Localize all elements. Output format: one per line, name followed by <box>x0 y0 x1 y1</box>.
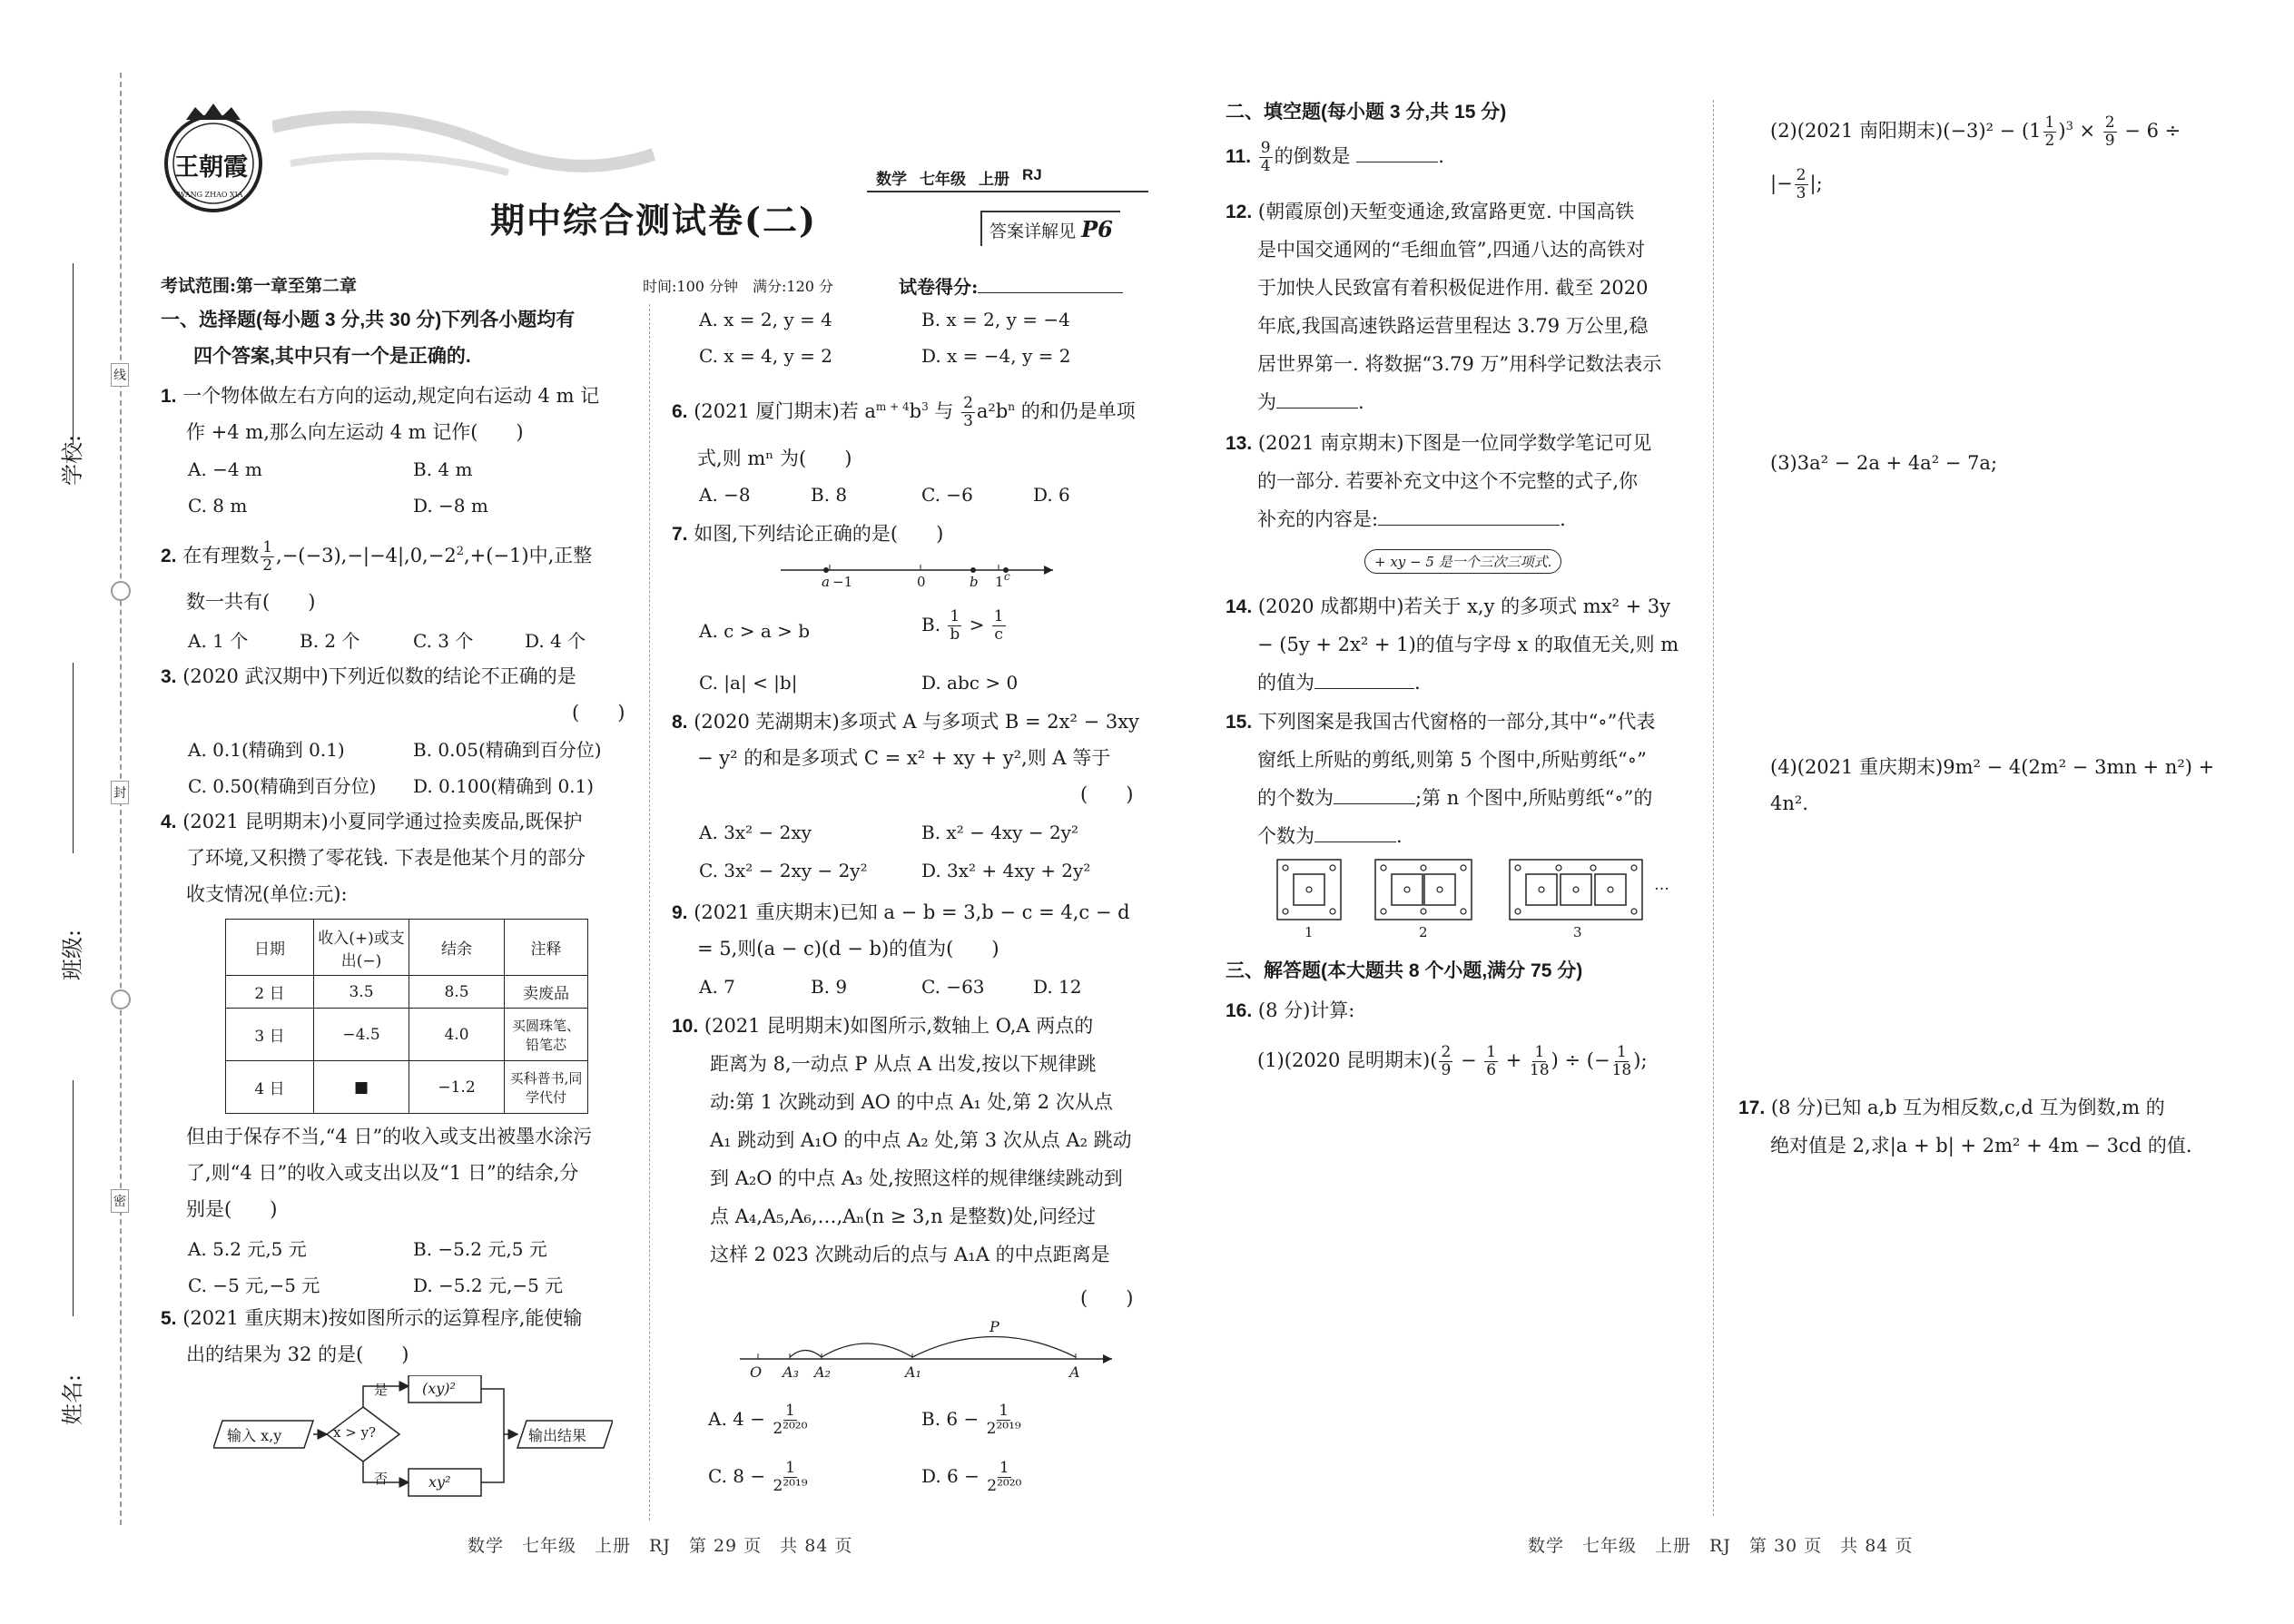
q12-line: 是中国交通网的“毛细血管”,四通八达的高铁对 <box>1257 239 1646 261</box>
option[interactable]: B. −5.2 元,5 元 <box>413 1238 547 1260</box>
option[interactable]: A. 0.1(精确到 0.1) <box>188 739 345 761</box>
figure-label: … <box>1654 876 1669 894</box>
question-4: 4. (2021 昆明期末)小夏同学通过捡卖废品,既保护 <box>161 811 583 832</box>
option[interactable]: D. −5.2 元,−5 元 <box>413 1275 564 1296</box>
q12-answer-line: 为 . <box>1257 391 1364 413</box>
answer-ref: 答案详解见 P6 <box>980 211 1120 246</box>
page-footer-right: 数学 七年级 上册 RJ 第 30 页 共 84 页 <box>1528 1536 1914 1556</box>
q13-answer-line: 补充的内容是: . <box>1257 508 1566 530</box>
answer-paren[interactable]: ( ) <box>1080 783 1134 805</box>
q10-line: 动:第 1 次跳动到 AO 的中点 A₁ 处,第 2 次从点 <box>710 1091 1113 1113</box>
ring-icon <box>111 581 131 601</box>
logo-text: 王朝霞 <box>174 153 248 182</box>
window-pattern-figure <box>1275 858 1648 923</box>
subject-tags <box>876 166 1042 189</box>
axis-label: a <box>822 574 830 590</box>
class-label: 班级: <box>60 929 85 980</box>
option[interactable]: A. 7 <box>699 976 735 998</box>
option[interactable]: A. 5.2 元,5 元 <box>188 1238 307 1260</box>
section3-title: 三、解答题(本大题共 8 个小题,满分 75 分) <box>1226 960 1583 981</box>
option[interactable]: B. 9 <box>811 976 848 998</box>
time-info: 时间:100 分钟 满分:120 分 <box>643 278 834 295</box>
option[interactable]: D. 6 − $\frac{1}{\text{2²⁰²⁰}}$ <box>921 1459 1022 1495</box>
q15-line: 的个数为 ;第 n 个图中,所贴剪纸“∘”的 <box>1257 787 1653 809</box>
table-cell: 4 日 <box>226 1061 314 1114</box>
option[interactable]: C. 3 个 <box>413 630 474 652</box>
q10-line: A₁ 跳动到 A₁O 的中点 A₂ 处,第 3 次从点 A₂ 跳动 <box>710 1129 1132 1151</box>
expense-table <box>225 919 588 1114</box>
section2-title: 二、填空题(每小题 3 分,共 15 分) <box>1226 102 1507 123</box>
figure-label: 2 <box>1419 924 1428 940</box>
option[interactable]: B. x = 2, y = −4 <box>921 309 1070 330</box>
q16-part2: (2)(2021 南阳期末)(−3)² − (1 $\frac{1}{2}$ )$^3$ × $\frac{2}{9}$ − 6 ÷ <box>1770 113 2181 150</box>
axis-label: b <box>970 574 979 590</box>
fraction: $\frac{9}{4}$ <box>1260 139 1271 175</box>
q5-line2: 出的结果为 32 的是( ) <box>186 1343 409 1365</box>
option[interactable]: B. 4 m <box>413 458 473 480</box>
option[interactable]: A. −8 <box>699 484 751 506</box>
table-cell: 4.0 <box>409 1009 505 1061</box>
option[interactable]: A. −4 m <box>188 458 262 480</box>
q9-line2: = 5,则(a − c)(d − b)的值为( ) <box>697 938 999 960</box>
option[interactable]: B. 0.05(精确到百分位) <box>413 739 602 761</box>
option[interactable]: C. |a| < |b| <box>699 672 798 694</box>
brand-logo <box>154 100 272 218</box>
answer-blank[interactable] <box>1334 787 1415 804</box>
flow-top-box: (xy)² <box>422 1380 456 1397</box>
option[interactable]: A. c > a > b <box>699 620 811 642</box>
q4-line6: 别是( ) <box>186 1198 278 1220</box>
tag-volume: 上册 <box>979 171 1009 188</box>
name-label: 姓名: <box>60 1373 85 1425</box>
option[interactable]: A. x = 2, y = 4 <box>699 309 832 330</box>
q10-line: 这样 2 023 次跳动后的点与 A₁A 的中点距离是 <box>710 1244 1110 1265</box>
flow-bottom-box: xy² <box>428 1473 451 1491</box>
flow-no: 否 <box>374 1471 389 1487</box>
question-14: 14. (2020 成都期中)若关于 x,y 的多项式 mx² + 3y <box>1226 595 1671 617</box>
question-11: 11. $\frac{9}{4}$ 的倒数是 . <box>1226 139 1444 175</box>
q15-line: 窗纸上所贴的剪纸,则第 5 个图中,所贴剪纸“∘” <box>1257 749 1647 771</box>
option[interactable]: A. 4 − $\frac{1}{\text{2²⁰²⁰}}$ <box>708 1402 808 1438</box>
q16-part2-cont: |− $\frac{2}{3}$ |; <box>1770 166 1823 202</box>
exam-scope: 考试范围:第一章至第二章 <box>161 276 358 296</box>
section1-title: 一、选择题(每小题 3 分,共 30 分)下列各小题均有 <box>161 310 576 330</box>
option[interactable]: D. abc > 0 <box>921 672 1019 694</box>
option[interactable]: C. −6 <box>921 484 973 506</box>
q12-line: 居世界第一. 将数据“3.79 万”用科学记数法表示 <box>1257 353 1662 375</box>
question-17: 17. (8 分)已知 a,b 互为相反数,c,d 互为倒数,m 的 <box>1738 1097 2165 1118</box>
q16-part4-cont: 4n². <box>1770 792 1808 814</box>
answer-blank[interactable] <box>1378 508 1560 526</box>
question-15: 15. 下列图案是我国古代窗格的一部分,其中“∘”代表 <box>1226 711 1656 733</box>
flow-output: 输出结果 <box>528 1427 587 1444</box>
option[interactable]: D. −8 m <box>413 495 488 517</box>
tag-grade: 七年级 <box>920 171 966 188</box>
axis-label: A₃ <box>783 1363 799 1381</box>
answer-blank[interactable] <box>1356 145 1438 162</box>
q15-answer-line: 个数为 . <box>1257 825 1403 847</box>
table-cell: −4.5 <box>314 1009 409 1061</box>
option[interactable]: D. 3x² + 4xy + 2y² <box>921 860 1091 881</box>
q4-line3: 收支情况(单位:元): <box>186 883 348 905</box>
question-9: 9. (2021 重庆期末)已知 a − b = 3,b − c = 4,c − d <box>672 901 1130 923</box>
option[interactable]: C. 0.50(精确到百分位) <box>188 775 377 797</box>
q10-line: 点 A₄,A₅,A₆,…,Aₙ(n ≥ 3,n 是整数)处,问经过 <box>710 1206 1097 1227</box>
header-ribbon <box>272 91 690 200</box>
option[interactable]: B. 6 − $\frac{1}{\text{2²⁰¹⁹}}$ <box>921 1402 1021 1438</box>
figure-label: 1 <box>1305 924 1314 940</box>
score-label: 试卷得分: <box>899 272 1123 299</box>
q4-line2: 了环境,又积攒了零花钱. 下表是他某个月的部分 <box>186 847 586 869</box>
flow-condition: x > y? <box>333 1424 377 1441</box>
page-footer-left: 数学 七年级 上册 RJ 第 29 页 共 84 页 <box>468 1536 853 1556</box>
q10-line: 到 A₂O 的中点 A₃ 处,按照这样的规律继续跳动到 <box>710 1167 1123 1189</box>
question-7: 7. 如图,下列结论正确的是( ) <box>672 523 944 545</box>
page-title: 期中综合测试卷(二) <box>490 200 817 241</box>
answer-blank[interactable] <box>1314 825 1396 842</box>
q12-line: 年底,我国高速铁路运营里程达 3.79 万公里,稳 <box>1257 315 1649 337</box>
question-12: 12. (朝霞原创)天堑变通途,致富路更宽. 中国高铁 <box>1226 201 1635 222</box>
axis-label: 1 <box>995 574 1004 590</box>
q16-part3: (3)3a² − 2a + 4a² − 7a; <box>1770 452 1998 474</box>
question-16: 16. (8 分)计算: <box>1226 999 1355 1021</box>
q1-line2: 作 +4 m,那么向左运动 4 m 记作( ) <box>186 421 524 443</box>
option[interactable]: D. 6 <box>1033 484 1070 506</box>
option[interactable]: A. 3x² − 2xy <box>699 822 812 843</box>
option[interactable]: C. 8 − $\frac{1}{\text{2²⁰¹⁹}}$ <box>708 1459 808 1495</box>
q8-line2: − y² 的和是多项式 C = x² + xy + y²,则 A 等于 <box>697 747 1111 769</box>
option[interactable]: C. −5 元,−5 元 <box>188 1275 320 1296</box>
ring-icon <box>111 989 131 1009</box>
option[interactable]: B. 2 个 <box>300 630 360 652</box>
option[interactable]: C. −63 <box>921 976 985 998</box>
q14-answer-line: 的值为 . <box>1257 672 1421 694</box>
axis-label: A₂ <box>814 1363 831 1381</box>
mark-mi: 密 <box>111 1189 129 1213</box>
table-cell: −1.2 <box>409 1061 505 1114</box>
table-cell: 买圆珠笔、铅笔芯 <box>505 1009 588 1061</box>
flow-input: 输入 x,y <box>227 1427 282 1444</box>
option[interactable]: B. $\frac{1}{b}$ > $\frac{1}{c}$ <box>921 607 1004 644</box>
question-3: 3. (2020 武汉期中)下列近似数的结论不正确的是 <box>161 665 576 687</box>
table-cell: 3 日 <box>226 1009 314 1061</box>
table-cell: 买科普书,同学代付 <box>505 1061 588 1114</box>
answer-paren[interactable]: ( ) <box>1080 1287 1134 1309</box>
axis-label: A <box>1069 1363 1080 1381</box>
answer-blank[interactable] <box>1276 391 1358 408</box>
axis-label: −1 <box>832 574 853 590</box>
q10-line: 距离为 8,一动点 P 从点 A 出发,按以下规律跳 <box>710 1053 1097 1075</box>
table-cell: 3.5 <box>314 976 409 1009</box>
table-header: 收入(+)或支出(−) <box>314 920 409 976</box>
option[interactable]: C. 3x² − 2xy − 2y² <box>699 860 868 881</box>
answer-blank[interactable] <box>1314 672 1414 689</box>
option[interactable]: D. 4 个 <box>525 630 586 652</box>
table-cell: 8.5 <box>409 976 505 1009</box>
table-header: 日期 <box>226 920 314 976</box>
logo-subtext: WANG ZHAO XIA <box>178 191 243 199</box>
binding-margin <box>54 73 127 1525</box>
answer-page: P6 <box>1081 216 1113 242</box>
flow-yes: 是 <box>374 1382 389 1398</box>
option[interactable]: A. 1 个 <box>188 630 249 652</box>
option[interactable]: D. 12 <box>1033 976 1082 998</box>
question-2: 2. 在有理数 $\frac{1}{2}$ $,-(-3),-|-4|,0,-2^2,+(-1)$中,正整 <box>161 538 593 575</box>
q13-line: 的一部分. 若要补充文中这个不完整的式子,你 <box>1257 470 1639 492</box>
q4-line5: 了,则“4 日”的收入或支出以及“1 日”的结余,分 <box>186 1162 579 1184</box>
mark-feng: 封 <box>111 781 129 804</box>
note-snippet: + xy − 5 是一个三次三项式. <box>1364 549 1561 574</box>
section1-title2: 四个答案,其中只有一个是正确的. <box>193 346 471 367</box>
table-header: 结余 <box>409 920 505 976</box>
q16-part4: (4)(2021 重庆期末)9m² − 4(2m² − 3mn + n²) + <box>1770 756 2215 778</box>
axis-label: c <box>1004 570 1010 583</box>
question-10: 10. (2021 昆明期末)如图所示,数轴上 O,A 两点的 <box>672 1015 1094 1037</box>
school-label: 学校: <box>60 434 85 486</box>
option[interactable]: D. x = −4, y = 2 <box>921 345 1071 367</box>
table-cell: 2 日 <box>226 976 314 1009</box>
table-cell: 卖废品 <box>505 976 588 1009</box>
option[interactable]: C. x = 4, y = 2 <box>699 345 832 367</box>
flowchart <box>213 1375 613 1525</box>
q17-line2: 绝对值是 2,求|a + b| + 2m² + 4m − 3cd 的值. <box>1770 1135 2192 1156</box>
score-field[interactable] <box>978 276 1123 293</box>
q4-line4: 但由于保存不当,“4 日”的收入或支出被墨水涂污 <box>186 1126 593 1147</box>
answer-paren[interactable]: ( ) <box>572 702 625 723</box>
tag-edition: RJ <box>1022 166 1042 183</box>
question-1: 1. 一个物体做左右方向的运动,规定向右运动 4 m 记 <box>161 385 600 407</box>
option[interactable]: D. 0.100(精确到 0.1) <box>413 775 595 797</box>
q14-line: − (5y + 2x² + 1)的值与字母 x 的取值无关,则 m <box>1257 634 1679 655</box>
fraction: $\frac{1}{2}$ <box>262 538 273 575</box>
q2-line2: 数一共有( ) <box>186 591 316 613</box>
question-5: 5. (2021 重庆期末)按如图所示的运算程序,能使输 <box>161 1307 583 1329</box>
option[interactable]: C. 8 m <box>188 495 248 517</box>
figure-label: 3 <box>1573 924 1582 940</box>
axis-label: A₁ <box>905 1363 921 1381</box>
table-header: 注释 <box>505 920 588 976</box>
fraction: $\frac{2}{3}$ <box>963 394 973 430</box>
q16-part1: (1)(2020 昆明期末)( $\frac{2}{9}$ − $\frac{1}{6}$ + $\frac{1}{18}$ ) ÷ (− $\frac{1}{18}$ ); <box>1257 1043 1648 1079</box>
question-13: 13. (2021 南京期末)下图是一位同学数学笔记可见 <box>1226 432 1652 454</box>
option[interactable]: B. x² − 4xy − 2y² <box>921 822 1078 843</box>
axis-label: O <box>750 1363 763 1381</box>
axis-label: 0 <box>917 574 926 590</box>
axis-label: P <box>989 1318 999 1335</box>
tag-subject: 数学 <box>876 171 907 188</box>
q12-line: 于加快人民致富有着积极促进作用. 截至 2020 <box>1257 277 1649 299</box>
question-8: 8. (2020 芜湖期末)多项式 A 与多项式 B = 2x² − 3xy <box>672 711 1139 733</box>
q6-line2: 式,则 mⁿ 为( ) <box>697 448 852 469</box>
table-cell: ■ <box>314 1061 409 1114</box>
question-6: 6. (2021 厦门期末)若 $a^{m + 4}b^3$ 与 $\frac{2}{3}$ $a^2b^n$ 的和仍是单项 <box>672 394 1136 430</box>
mark-xian: 线 <box>111 363 129 387</box>
option[interactable]: B. 8 <box>811 484 848 506</box>
